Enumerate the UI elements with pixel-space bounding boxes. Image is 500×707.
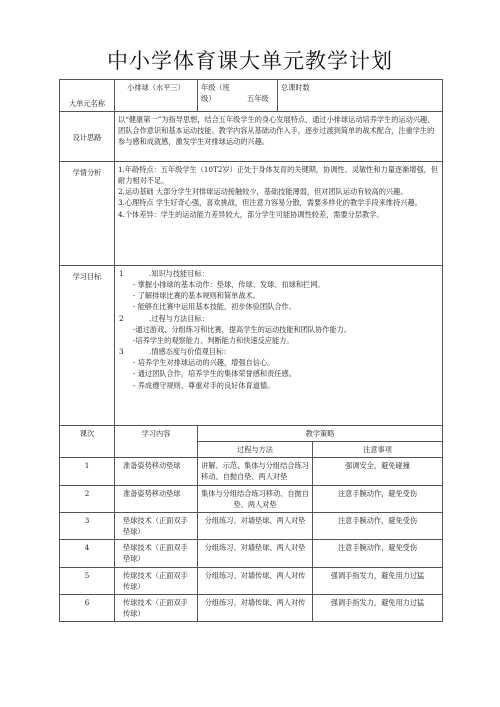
goals-label: 学习目标 — [60, 266, 115, 426]
total-hours-label: 总课时数 — [281, 83, 310, 92]
lesson-process: 分组练习、对墙垫球、两人对垫 — [198, 540, 313, 567]
lesson-number: 1 — [60, 458, 115, 485]
schedule-header-row — [60, 426, 443, 442]
lesson-notes: 强调手指发力，避免用力过猛 — [313, 567, 443, 594]
unit-plan-table — [59, 79, 443, 622]
goal-item: - 能够在比赛中运用基本技能，初步体验团队合作。 — [133, 302, 296, 312]
grade-label: 年级（班级） — [201, 83, 230, 104]
grade-value: 五年级 — [247, 94, 269, 104]
table-row — [60, 567, 443, 594]
goal-item: -通过游戏、分组练习和比赛，提高学生的运动技能和团队协作能力。 — [133, 324, 352, 334]
lesson-process: 集体与分组结合练习移动、自抛自垫、两人对垫 — [198, 485, 313, 512]
analysis-item: 1.年龄特点：五年级学生（10T2岁）正处于身体发育的关键期，协调性、灵敏性和力量逐渐增强，但耐力相对不足。 — [118, 165, 439, 186]
goals-content — [115, 266, 443, 426]
lesson-notes: 强调手指发力，避免用力过猛 — [313, 594, 443, 621]
col-strategy-header: 教学策略 — [198, 426, 443, 442]
analysis-label: 学情分析 — [60, 162, 115, 266]
goals-row — [60, 266, 443, 426]
lesson-notes: 强调安全，避免碰撞 — [313, 458, 443, 485]
analysis-row — [60, 162, 443, 266]
goal-item: - 养成遵守规则、尊重对手的良好体育道德。 — [133, 380, 275, 390]
analysis-content — [115, 162, 443, 266]
lesson-notes: 注意手腕动作，避免受伤 — [313, 485, 443, 512]
lesson-notes: 注意手腕动作，避免受伤 — [313, 512, 443, 539]
lesson-content: 准备姿势移动垫球 — [115, 458, 198, 485]
unit-name-label: 大单元名称 — [60, 80, 115, 112]
design-label: 设计思路 — [60, 112, 115, 162]
lesson-number: 2 — [60, 485, 115, 512]
lesson-notes: 注意手腕动作，避免受伤 — [313, 540, 443, 567]
col-lesson-header: 课次 — [60, 426, 115, 458]
page-title: 中小学体育课大单元教学计划 — [107, 49, 393, 73]
lesson-number: 6 — [60, 594, 115, 621]
table-row — [60, 540, 443, 567]
col-notes-header: 注意事项 — [313, 442, 443, 458]
total-hours-cell — [278, 80, 443, 112]
lesson-content: 垫球技术（正面双手垫球） — [115, 512, 198, 539]
design-row — [60, 112, 443, 162]
analysis-item: 2.运动基础 大部分学生对排球运动接触较少，基础技能薄弱，但对团队运动有较高的兴趣。 — [118, 187, 408, 197]
lesson-number: 5 — [60, 567, 115, 594]
goal-item: - 培养学生对排球运动的兴趣，增强自信心。 — [133, 358, 275, 368]
grade-cell — [198, 80, 278, 112]
lesson-process: 讲解、示范、集体与分组结合练习移动、自抛自垫、两人对垫 — [198, 458, 313, 485]
unit-name-value: 小排球（水平三） — [115, 80, 198, 112]
goal-group-head: 1 .知识与技能目标： — [119, 269, 209, 278]
lesson-number: 4 — [60, 540, 115, 567]
lesson-process: 分组练习、对墙传球、两人对传 — [198, 594, 313, 621]
lesson-process: 分组练习、对墙垫球、两人对垫 — [198, 512, 313, 539]
goal-item: - 通过团队合作，培养学生的集体荣誉感和责任感。 — [133, 369, 296, 379]
table-row — [60, 594, 443, 621]
analysis-item: 4.个体差异：学生的运动能力差异较大，部分学生可能协调性较差，需要分层教学。 — [118, 209, 384, 219]
goal-item: - 了解排球比赛的基本规则和简单战术。 — [133, 291, 260, 301]
lesson-content: 传球技术（正面双手传球） — [115, 594, 198, 621]
goal-item: - 掌握小排球的基本动作：垫球、传球、发球、扣球和拦网。 — [133, 280, 325, 290]
design-text: 以“健康第一”为指导思想，结合五年级学生的身心发展特点，通过小排球运动培养学生的运动兴趣、团队合作意识和基本运动技能。教学内容从基础动作入手，逐步过渡到简单的战术配合，注重学生的参与感和成就感，激发学生对排球运动的兴趣。 — [115, 112, 443, 162]
goal-item: -培养学生的观察能力、判断能力和快速反应能力。 — [133, 335, 294, 345]
lesson-process: 分组练习、对墙传球、两人对传 — [198, 567, 313, 594]
lesson-content: 准备姿势移动垫球 — [115, 485, 198, 512]
lesson-number: 3 — [60, 512, 115, 539]
table-row — [60, 512, 443, 539]
analysis-item: 3.心理特点 学生好奇心强，喜欢挑战，但注意力容易分散，需要多样化的教学手段来维持兴趣。 — [118, 198, 422, 208]
lesson-content: 传球技术（正面双手传球） — [115, 567, 198, 594]
goal-group-head: 3 .情感态度与价值观目标： — [119, 347, 231, 357]
goal-group-head: 2 .过程与方法目标： — [119, 313, 209, 323]
table-row — [60, 458, 443, 485]
table-row — [60, 485, 443, 512]
lesson-content: 垫球技术（正面双手垫球） — [115, 540, 198, 567]
header-row — [60, 80, 443, 112]
col-content-header: 学习内容 — [115, 426, 198, 458]
col-process-header: 过程与方法 — [198, 442, 313, 458]
